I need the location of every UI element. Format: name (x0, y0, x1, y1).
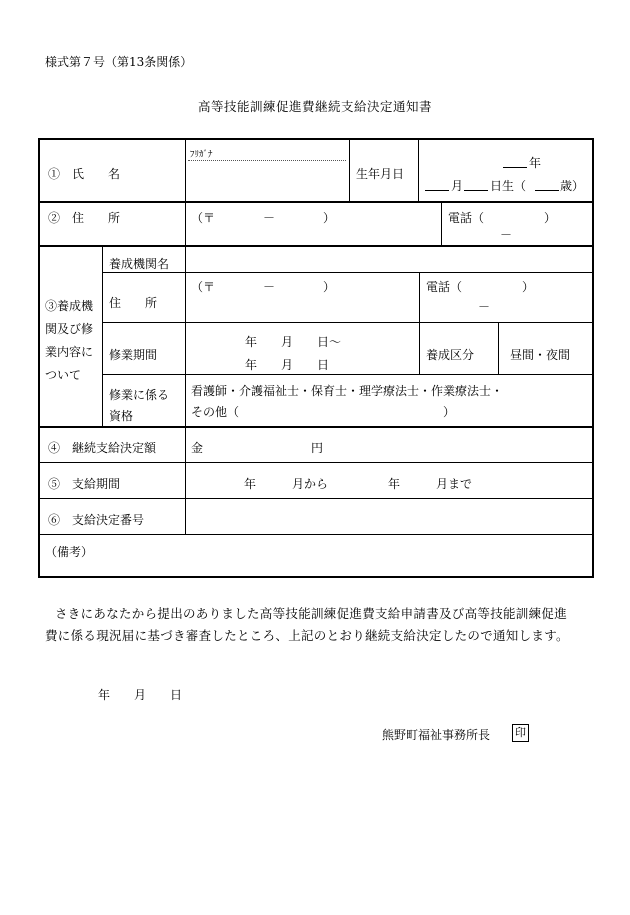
birthdate-label: 生年月日 (356, 167, 405, 181)
period-start[interactable]: 年 月 日～ (245, 335, 342, 349)
form-number: 様式第７号（第13条関係） (45, 55, 193, 69)
month-blank[interactable] (425, 190, 449, 191)
training-period-label: 修業期間 (109, 348, 158, 362)
col-divider (498, 322, 499, 374)
school-name-label: 養成機関名 (109, 257, 170, 271)
form-table (38, 138, 594, 578)
row-divider (102, 272, 592, 273)
year-blank[interactable] (503, 167, 527, 168)
col-divider (185, 426, 186, 534)
row-divider (40, 426, 592, 428)
furigana-dotted-line (188, 160, 346, 161)
age-blank[interactable] (535, 190, 559, 191)
decision-number-label: ⑥ 支給決定番号 (48, 513, 145, 527)
row-divider (40, 498, 592, 499)
address-label: ② 住 所 (48, 211, 121, 225)
school-phone-dash: － (478, 300, 491, 314)
school-postal-field[interactable]: （〒 － ） (191, 280, 336, 294)
issuer-name: 熊野町福祉事務所長 (382, 728, 491, 742)
document-title: 高等技能訓練促進費継続支給決定通知書 (197, 99, 432, 114)
day-blank[interactable] (464, 190, 488, 191)
age-unit: 歳） (560, 179, 585, 193)
row-divider (40, 245, 592, 247)
col-divider (419, 272, 420, 322)
phone-field[interactable]: 電話（ ） (448, 211, 557, 225)
training-section-label: 業内容に (45, 345, 94, 359)
row-divider (40, 462, 592, 463)
school-phone-field[interactable]: 電話（ ） (426, 280, 535, 294)
decision-amount-value[interactable]: 金 円 (191, 441, 324, 455)
row-divider (102, 374, 592, 375)
remarks-label: （備考） (45, 545, 94, 559)
col-divider (185, 245, 186, 426)
qualification-label: 資格 (109, 409, 134, 423)
seal-mark: 印 (512, 724, 529, 742)
born-unit: 日生（ (490, 179, 527, 193)
notice-body-line1: さきにあなたから提出のありました高等技能訓練促進費支給申請書及び高等技能訓練促進 (55, 606, 568, 621)
phone-dash: － (500, 228, 513, 242)
row-divider (102, 322, 592, 323)
division-label: 養成区分 (426, 348, 475, 362)
issue-date: 年 月 日 (98, 688, 183, 702)
notice-body-line2: 費に係る現況届に基づき審査したところ、上記のとおり継続支給決定したので通知します。 (45, 628, 569, 643)
month-unit: 月 (451, 179, 464, 193)
division-value[interactable]: 昼間・夜間 (510, 348, 571, 362)
training-section-label: ③養成機 (45, 299, 94, 313)
payment-period-value[interactable]: 年 月から 年 月まで (244, 477, 473, 491)
period-end[interactable]: 年 月 日 (245, 358, 330, 372)
year-unit: 年 (529, 156, 542, 170)
training-section-label: ついて (45, 368, 82, 382)
name-label: ① 氏 名 (48, 167, 121, 181)
school-address-label: 住 所 (109, 296, 158, 310)
training-section-label: 関及び修 (45, 322, 94, 336)
col-divider (419, 322, 420, 374)
col-divider (102, 245, 103, 426)
col-divider (185, 140, 186, 245)
col-divider (349, 140, 350, 201)
qualification-other[interactable]: その他（ ） (191, 405, 456, 419)
qualification-label: 修業に係る (109, 388, 170, 402)
row-divider (40, 534, 592, 535)
col-divider (441, 201, 442, 245)
payment-period-label: ⑤ 支給期間 (48, 477, 121, 491)
furigana-label: ﾌﾘｶﾞﾅ (190, 150, 213, 160)
qualification-options[interactable]: 看護師・介護福祉士・保育士・理学療法士・作業療法士・ (191, 384, 504, 398)
col-divider (418, 140, 419, 201)
decision-amount-label: ④ 継続支給決定額 (48, 441, 157, 455)
postal-code-field[interactable]: （〒 － ） (191, 211, 336, 225)
row-divider (40, 201, 592, 203)
